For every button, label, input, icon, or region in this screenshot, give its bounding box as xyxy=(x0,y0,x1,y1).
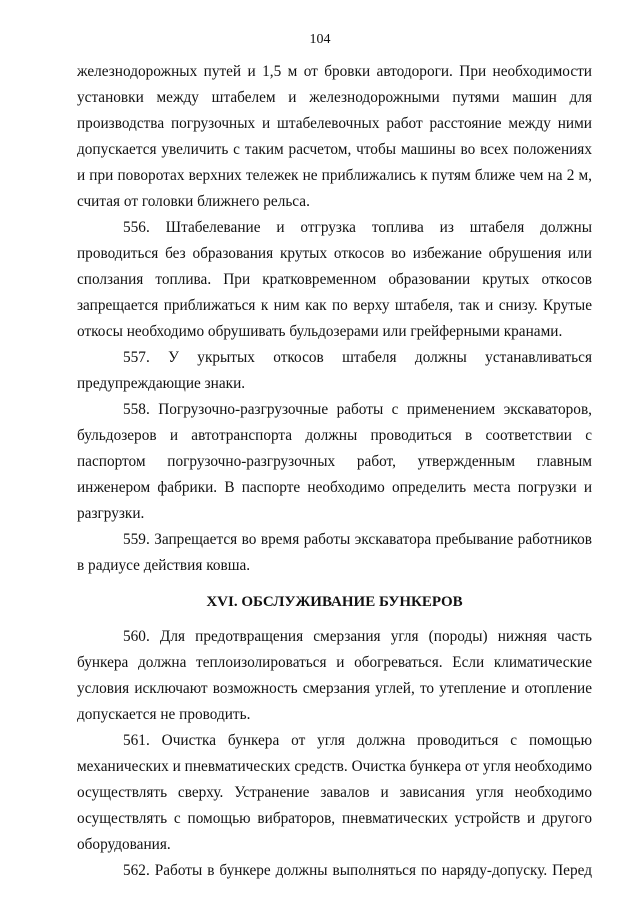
paragraph-562: 562. Работы в бункере должны выполняться по наряду-допуску. Перед xyxy=(123,862,592,879)
paragraph-continuation: железнодорожных путей и 1,5 м от бровки автодороги. При необходимости установки между штабелем и железнодорожными путями машин для производства погрузочных и штабелевочных работ расстояние между ними допускается увеличить с таким расчетом, чтобы машины во всех положениях и при поворотах верхних тележек не приближались к путям ближе чем на 2 м, считая от головки ближнего рельса. xyxy=(77,63,592,210)
paragraph-557: 557. У укрытых откосов штабеля должны устанавливаться предупреждающие знаки. xyxy=(77,349,592,392)
document-body xyxy=(77,59,592,884)
page-number: 104 xyxy=(309,32,331,47)
paragraph-560: 560. Для предотвращения смерзания угля (породы) нижняя часть бункера должна теплоизолироваться и обогреваться. Если климатические условия исключают возможность смерзания углей, то утепление и отопление допускается не проводить. xyxy=(77,628,592,723)
section-heading: XVI. ОБСЛУЖИВАНИЕ БУНКЕРОВ xyxy=(206,594,463,610)
paragraph-561: 561. Очистка бункера от угля должна проводиться с помощью механических и пневматических средств. Очистка бункера от угля необходимо осуществлять сверху. Устранение завалов и зависания угля необходимо осуществлять с помощью вибраторов, пневматических устройств и другого оборудования. xyxy=(77,732,592,853)
paragraph-556: 556. Штабелевание и отгрузка топлива из штабеля должны проводиться без образования крутых откосов во избежание обрушения или сползания топлива. При кратковременном образовании крутых откосов запрещается приближаться к ним как по верху штабеля, так и снизу. Крутые откосы необходимо обрушивать бульдозерами или грейферными кранами. xyxy=(77,219,592,340)
paragraph-558: 558. Погрузочно-разгрузочные работы с применением экскаваторов, бульдозеров и автотранспорта должны проводиться в соответствии с паспортом погрузочно-разгрузочных работ, утвержденным главным инженером фабрики. В паспорте необходимо определить места погрузки и разгрузки. xyxy=(77,401,592,522)
paragraph-559: 559. Запрещается во время работы экскаватора пребывание работников в радиусе действия ковша. xyxy=(77,531,592,574)
